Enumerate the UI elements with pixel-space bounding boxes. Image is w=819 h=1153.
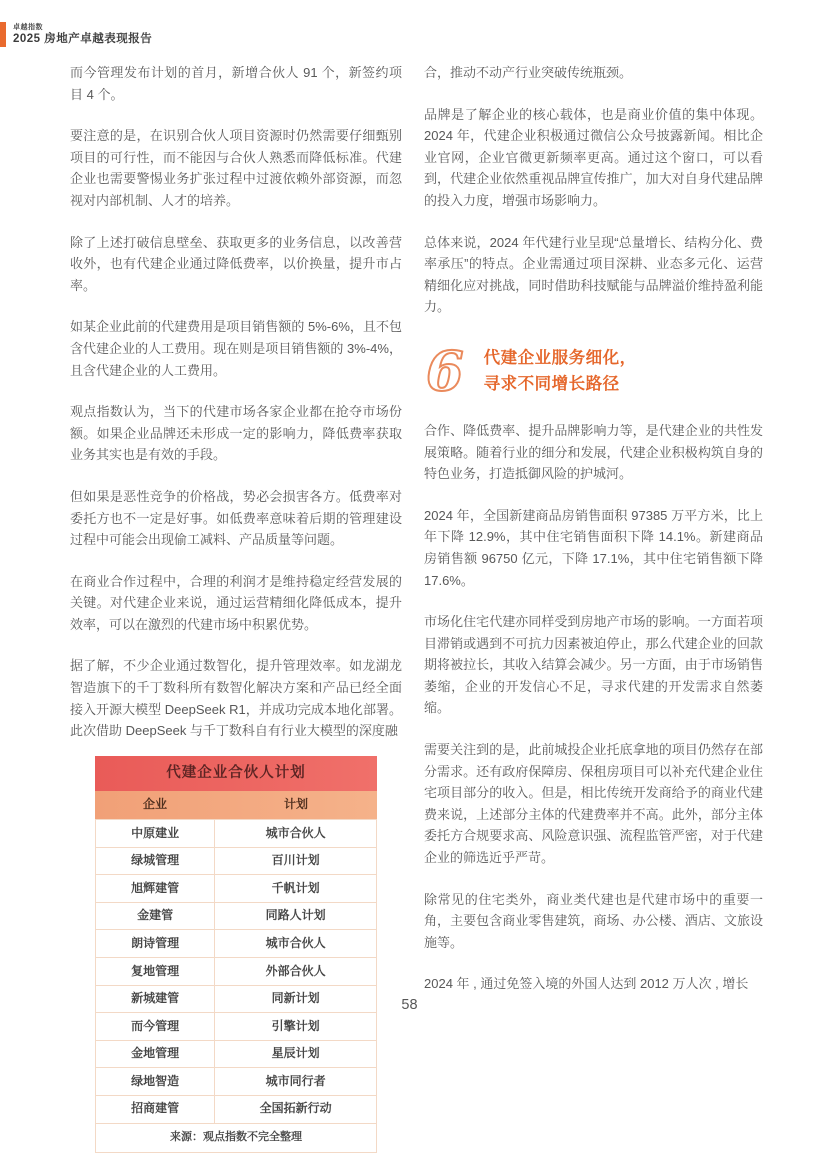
partners-table — [95, 756, 377, 1153]
paragraph: 在商业合作过程中，合理的利润才是维持稳定经营发展的关键。对代建企业来说，通过运营精细化降低成本，提升效率，可以在激烈的代建市场中积累优势。 — [70, 573, 402, 632]
table-cell-plan: 百川计划 — [271, 853, 320, 868]
section-title-line2: 寻求不同增长路径 — [483, 374, 620, 393]
page-number: 58 — [401, 997, 418, 1013]
table-cell-plan: 外部合伙人 — [265, 963, 326, 978]
paragraph: 而今管理发布计划的首月，新增合伙人 91 个，新签约项目 4 个。 — [70, 65, 402, 102]
table-cell-company: 朗诗管理 — [96, 930, 215, 957]
section-title-line1: 代建企业服务细化， — [483, 348, 637, 367]
paragraph: 总体来说，2024 年代建行业呈现“总量增长、结构分化、费率承压”的特点。企业需通过项目深耕、业态多元化、运营精细化应对挑战，同时借助科技赋能与品牌溢价维持盈利能力。 — [424, 234, 763, 315]
table-cell-plan: 城市合伙人 — [265, 935, 326, 950]
table-row — [95, 875, 377, 903]
paragraph: 要注意的是，在识别合伙人项目资源时仍然需要仔细甄别项目的可行性，而不能因与合伙人熟悉而降低标准。代建企业也需要警惕业务扩张过程中过渡依赖外部资源，而忽视对内部机制、人才的培养。 — [70, 128, 402, 208]
table-source: 来源：观点指数不完全整理 — [95, 1124, 377, 1153]
table-cell-plan: 引擎计划 — [271, 1018, 320, 1033]
table-row — [95, 820, 377, 848]
table-cell-plan: 同新计划 — [271, 991, 320, 1006]
table-cell-plan: 星辰计划 — [271, 1046, 320, 1061]
paragraph: 观点指数认为，当下的代建市场各家企业都在抢夺市场份额。如果企业品牌还未形成一定的影响力，降低费率获取业务其实也是有效的手段。 — [70, 404, 402, 463]
table-cell-company: 旭辉建管 — [96, 875, 215, 902]
paragraph: 品牌是了解企业的核心载体，也是商业价值的集中体现。2024 年，代建企业积极通过微信公众号披露新闻。相比企业官网，企业官微更新频率更高。通过这个窗口，可以看到，代建企业依然重视品牌宣传推广，加大对自身代建品牌的投入力度，增强市场影响力。 — [424, 106, 763, 208]
paragraph: 2024 年 , 通过免签入境的外国人达到 2012 万人次 , 增长 — [424, 976, 749, 992]
table-row — [95, 1068, 377, 1096]
table-row — [95, 958, 377, 986]
table-cell-company: 新城建管 — [96, 986, 215, 1013]
brand-accent-bar — [0, 22, 6, 47]
section-header — [426, 338, 763, 403]
paragraph: 需要关注到的是，此前城投企业托底拿地的项目仍然存在部分需求。还有政府保障房、保租房项目可以补充代建企业住宅项目部分的收入。但是，相比传统开发商给予的商业代建费来说，上述部分主体的代建费率并不高。此外，部分主体委托方合规要求高、风险意识强、流程监管严密，对于代建企业的筛选近乎严苛。 — [424, 742, 763, 866]
table-row — [95, 1041, 377, 1069]
paragraph: 除常见的住宅类外，商业类代建也是代建市场中的重要一角，主要包含商业零售建筑，商场、办公楼、酒店、文旅设施等。 — [424, 891, 763, 950]
table-cell-plan: 千帆计划 — [271, 880, 320, 895]
brand-name: 卓越指数 — [13, 24, 43, 31]
paragraph: 但如果是恶性竞争的价格战，势必会损害各方。低费率对委托方也不一定是好事。如低费率意味着后期的管理建设过程中可能会出现偷工减料、产品质量等问题。 — [70, 488, 402, 548]
paragraph: 合，推动不动产行业突破传统瓶颈。 — [424, 65, 633, 80]
table-cell-company: 绿城管理 — [96, 848, 215, 875]
table-cell-plan: 城市同行者 — [265, 1073, 326, 1088]
paragraph: 市场化住宅代建亦同样受到房地产市场的影响。一方面若项目滞销或遇到不可抗力因素被迫停止，那么代建企业的回款期将被拉长，其收入结算会减少。另一方面，由于市场销售萎缩，企业的开发信心不足，寻求代建的开发需求自然萎缩。 — [424, 614, 763, 716]
table-cell-plan: 全国拓新行动 — [259, 1101, 332, 1116]
table-row — [95, 848, 377, 876]
paragraph: 如某企业此前的代建费用是项目销售额的 5%-6%，且不包含代建企业的人工费用。现在则是项目销售额的 3%-4%，且含代建企业的人工费用。 — [70, 319, 402, 378]
table-cell-company: 绿地智造 — [96, 1068, 215, 1095]
page-header — [0, 22, 152, 47]
table-title: 代建企业合伙人计划 — [95, 756, 377, 792]
right-column — [424, 62, 763, 1153]
table-cell-company: 而今管理 — [96, 1013, 215, 1040]
table-row — [95, 930, 377, 958]
table-header-row — [95, 791, 377, 820]
report-title: 2025 房地产卓越表现报告 — [13, 33, 153, 45]
table-cell-company: 金地管理 — [96, 1041, 215, 1068]
paragraph: 除了上述打破信息壁垒、获取更多的业务信息，以改善营收外，也有代建企业通过降低费率，以价换量，提升市占率。 — [70, 234, 402, 293]
table-cell-company: 招商建管 — [96, 1096, 215, 1123]
table-cell-plan: 同路人计划 — [265, 908, 326, 923]
table-col-header-plan: 计划 — [283, 797, 308, 812]
section-number: 6 — [426, 338, 464, 403]
table-col-header-company: 企业 — [142, 797, 167, 812]
table-cell-company: 中原建业 — [96, 820, 215, 847]
table-row — [95, 1096, 377, 1124]
paragraph: 合作、降低费率、提升品牌影响力等，是代建企业的共性发展策略。随着行业的细分和发展，代建企业积极构筑自身的特色业务，打造抵御风险的护城河。 — [424, 422, 763, 482]
left-column — [70, 62, 402, 1153]
section-title — [484, 345, 637, 397]
paragraph: 2024 年，全国新建商品房销售面积 97385 万平方米，比上年下降 12.9%，其中住宅销售面积下降 14.1%。新建商品房销售额 96750 亿元，下降 17.1%，其中住宅销售额下降 17.6%。 — [424, 507, 763, 588]
table-row — [95, 903, 377, 931]
table-row — [95, 1013, 377, 1041]
table-cell-company: 复地管理 — [96, 958, 215, 985]
brand-block — [13, 22, 152, 47]
table-cell-plan: 城市合伙人 — [265, 825, 326, 840]
table-cell-company: 金建管 — [96, 903, 215, 930]
paragraph: 据了解，不少企业通过数智化，提升管理效率。如龙湖龙智造旗下的千丁数科所有数智化解决方案和产品已经全面接入开源大模型 DeepSeek R1，并成功完成本地化部署。此次借助 DeepSeek 与千丁数科自有行业大模型的深度融 — [70, 658, 402, 739]
